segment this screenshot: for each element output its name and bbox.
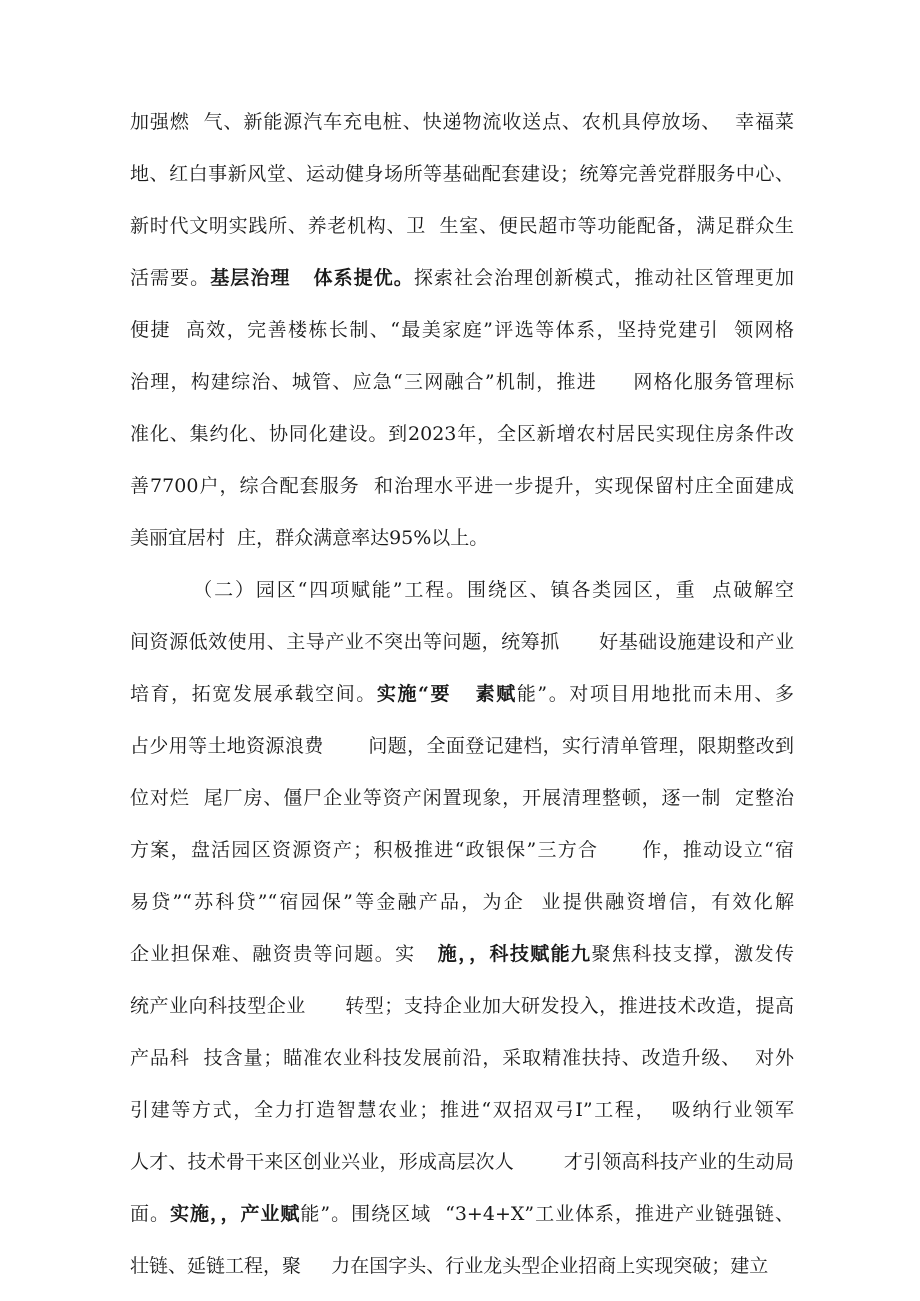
text-line [130, 1096, 794, 1124]
text-line [130, 628, 794, 656]
text-line [130, 680, 794, 708]
text-span: 企业担保难、融资贵等问题。实 [130, 943, 438, 965]
text-span: 面。 [130, 1203, 170, 1225]
text-span: 易贷”“苏科贷”“宿园保”等金融产品，为企 业提供融资增信，有效化解 [130, 891, 794, 913]
text-line [130, 212, 794, 240]
text-line [130, 888, 794, 916]
text-span: 活需要。 [130, 267, 211, 289]
text-span: 培育，拓宽发展承载空间。 [130, 683, 377, 705]
text-span: （二）园区“四项赋能”工程。围绕区、镇各类园区，重 点破解空 [130, 579, 794, 601]
bold-text: 实施，，产业赋 [169, 1203, 301, 1225]
text-line [130, 108, 794, 136]
text-span: 位对烂 尾厂房、僵尸企业等资产闲置现象，开展清理整顿，逐一制 定整治 [130, 787, 794, 809]
text-span: 能”。围绕区域 “3+4+X”工业体系，推进产业链强链、 [300, 1203, 794, 1225]
text-span: 善7700户，综合配套服务 和治理水平进一步提升，实现保留村庄全面建成 [130, 475, 794, 497]
text-line [130, 732, 794, 760]
text-line [130, 420, 794, 448]
text-span: 治理，构建综治、城管、应急“三网融合”机制，推进 网格化服务管理标 [130, 371, 794, 393]
bold-text: 施，，科技赋能九 [437, 943, 592, 965]
text-line [130, 836, 794, 864]
text-span: 间资源低效使用、主导产业不突出等问题，统筹抓 好基础设施建设和产业 [130, 631, 794, 653]
text-line [130, 784, 794, 812]
text-span: 探索社会治理创新模式，推动社区管理更加 [413, 267, 794, 289]
text-line [130, 472, 794, 500]
bold-text: 基层治理 体系提优。 [210, 267, 414, 289]
text-line [130, 316, 794, 344]
text-line [130, 576, 794, 604]
text-span: 新时代文明实践所、养老机构、卫 生室、便民超市等功能配备，满足群众生 [130, 215, 794, 237]
text-line [130, 1148, 794, 1176]
text-line [130, 1044, 794, 1072]
text-line [130, 992, 794, 1020]
text-span: 人才、技术骨干来区创业兴业，形成高层次人 才引领高科技产业的生动局 [130, 1151, 794, 1173]
text-span: 美丽宜居村 庄，群众满意率达95%以上。 [130, 527, 489, 549]
text-span: 聚焦科技支撑，激发传 [591, 943, 794, 965]
text-span: 准化、集约化、协同化建设。到2023年，全区新增农村居民实现住房条件改 [130, 423, 794, 445]
text-line [130, 264, 794, 292]
text-span: 占少用等土地资源浪费 问题，全面登记建档，实行清单管理，限期整改到 [130, 735, 794, 757]
text-span: 统产业向科技型企业 转型；支持企业加大研发投入，推进技术改造，提高 [130, 995, 794, 1017]
text-line [130, 524, 794, 552]
text-line [130, 368, 794, 396]
text-line [130, 160, 794, 188]
text-line [130, 1200, 794, 1228]
text-span: 壮链、延链工程，聚 力在国字头、行业龙头型企业招商上实现突破；建立 [130, 1255, 769, 1277]
text-span: 便捷 高效，完善楼栋长制、“最美家庭”评选等体系，坚持党建引 领网格 [130, 319, 794, 341]
text-span: 地、红白事新风堂、运动健身场所等基础配套建设；统筹完善党群服务中心、 [130, 163, 794, 185]
bold-text: 实施“要 素赋 [376, 683, 517, 705]
text-span: 方案，盘活园区资源资产；积极推进“政银保”三方合 作，推动设立“宿 [130, 839, 794, 861]
text-span: 产品科 技含量；瞄准农业科技发展前沿，采取精准扶持、改造升级、 对外 [130, 1047, 794, 1069]
text-span: 能”。对项目用地批而未用、多 [516, 683, 794, 705]
text-line [130, 1252, 794, 1280]
text-line [130, 940, 794, 968]
text-span: 加强燃 气、新能源汽车充电桩、快递物流收送点、农机具停放场、 幸福菜 [130, 111, 794, 133]
text-span: 引建等方式，全力打造智慧农业；推进“双招双弓I”工程， 吸纳行业领军 [130, 1099, 794, 1121]
